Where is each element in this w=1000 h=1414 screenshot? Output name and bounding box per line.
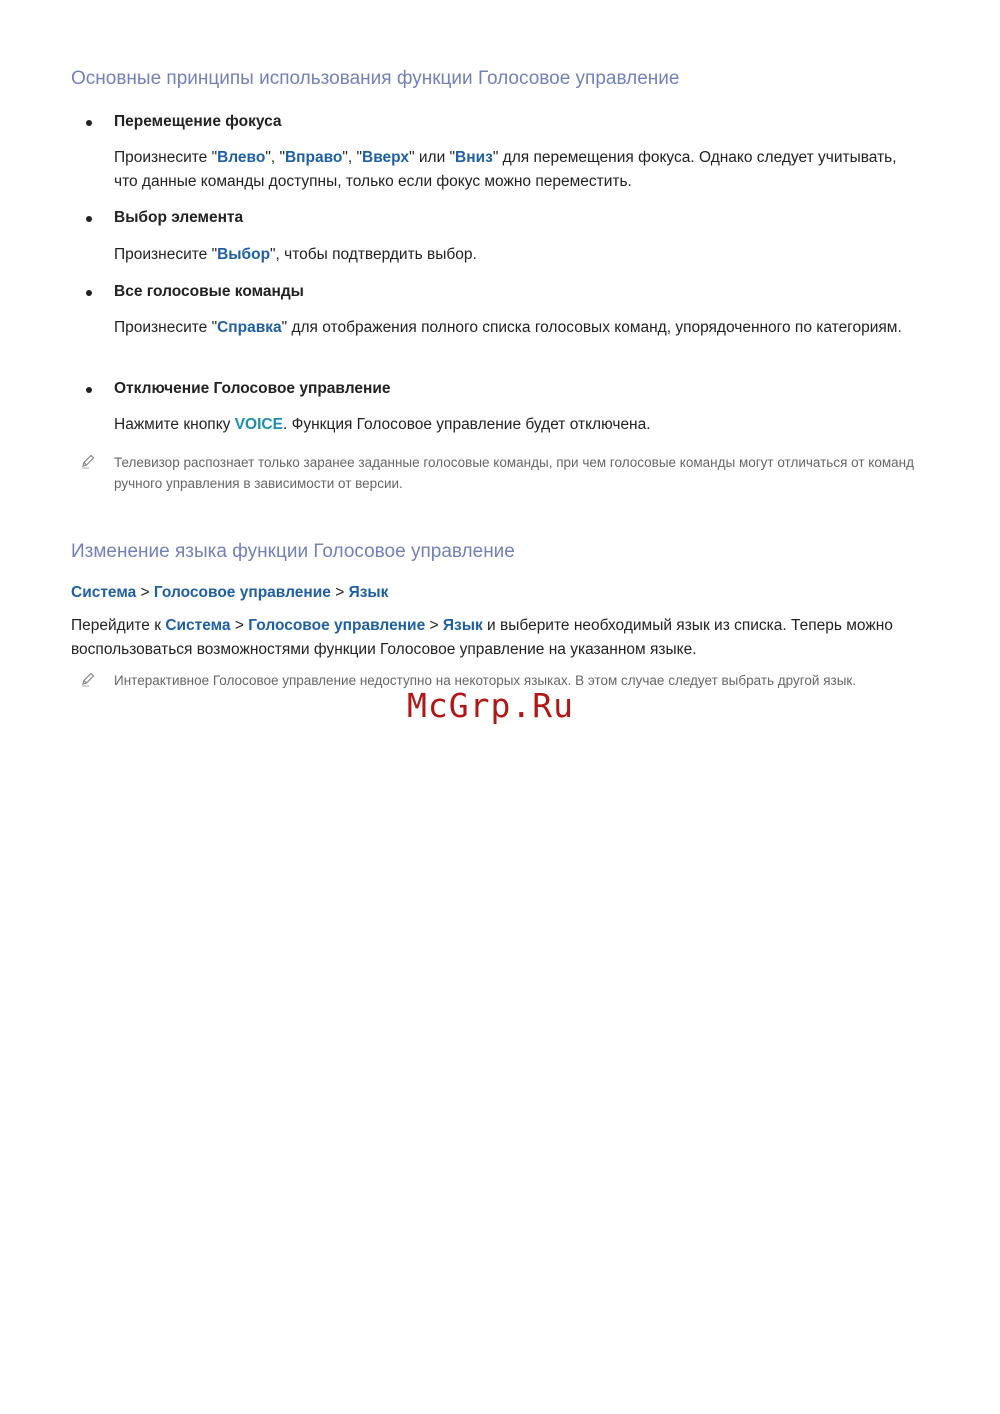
pencil-icon [80, 453, 96, 469]
keyword-voice-control: Голосовое управление [248, 617, 426, 634]
text-fragment: " или " [409, 149, 456, 166]
path-system: Система [71, 584, 137, 601]
note-text-voice-commands: Телевизор распознает только заранее заданные голосовые команды, при чем голосовые команды могут отличаться от команд ручного управления в зависимости от версии. [114, 455, 914, 491]
path-separator: > [330, 584, 349, 601]
text-fragment: " для перемещения фокуса. Однако следует учитывать, что данные команды доступны, только если фокус можно переместить. [114, 149, 897, 190]
item-text-select [114, 243, 914, 267]
note-text-interactive-voice: Интерактивное Голосовое управление недоступно на некоторых языках. В этом случае следует выбрать другой язык. [114, 673, 857, 688]
language-instructions [71, 614, 921, 662]
item-title-disable: Отключение Голосовое управление [114, 380, 391, 397]
item-title-focus: Перемещение фокуса [114, 113, 282, 130]
section-heading-language: Изменение языка функции Голосовое управление [71, 541, 515, 562]
bullet-dot-icon [86, 120, 92, 126]
bullet-dot-icon [86, 216, 92, 222]
text-fragment: Перейдите к [71, 617, 166, 634]
keyword-select: Выбор [217, 246, 271, 263]
text-fragment: Произнесите " [114, 246, 218, 263]
bullet-dot-icon [86, 387, 92, 393]
keyword-system: Система [165, 617, 231, 634]
keyword-help: Справка [217, 319, 282, 336]
text-fragment: ", чтобы подтвердить выбор. [270, 246, 477, 263]
keyword-up: Вверх [362, 149, 410, 166]
watermark: McGrp.Ru [407, 686, 574, 725]
path-voice-control: Голосовое управление [153, 584, 331, 601]
path-language: Язык [348, 584, 389, 601]
text-fragment: ", " [342, 149, 363, 166]
menu-path [71, 584, 388, 602]
section-heading-basics: Основные принципы использования функции Голосовое управление [71, 68, 680, 89]
text-fragment: Произнесите " [114, 149, 218, 166]
text-fragment: Произнесите " [114, 319, 218, 336]
keyword-voice-button: VOICE [234, 416, 283, 433]
path-separator: > [136, 584, 154, 601]
text-fragment: . Функция Голосовое управление будет отключена. [282, 416, 651, 433]
text-fragment: Нажмите кнопку [114, 416, 235, 433]
keyword-down: Вниз [455, 149, 493, 166]
text-fragment: ", " [265, 149, 285, 166]
item-text-disable [114, 413, 914, 437]
pencil-icon [80, 671, 96, 687]
path-separator: > [425, 617, 443, 634]
path-separator: > [230, 617, 249, 634]
item-text-all-commands [114, 316, 914, 340]
text-fragment: и выберите необходимый язык из списка. Теперь можно воспользоваться возможностями функции Голосовое управление на указанном языке. [71, 617, 893, 658]
item-title-all-commands: Все голосовые команды [114, 283, 304, 300]
text-fragment: " для отображения полного списка голосовых команд, упорядоченного по категориям. [281, 319, 902, 336]
bullet-dot-icon [86, 290, 92, 296]
keyword-right: Вправо [284, 149, 343, 166]
keyword-language: Язык [442, 617, 483, 634]
keyword-left: Влево [217, 149, 266, 166]
item-text-focus [114, 146, 914, 194]
item-title-select: Выбор элемента [114, 209, 244, 226]
